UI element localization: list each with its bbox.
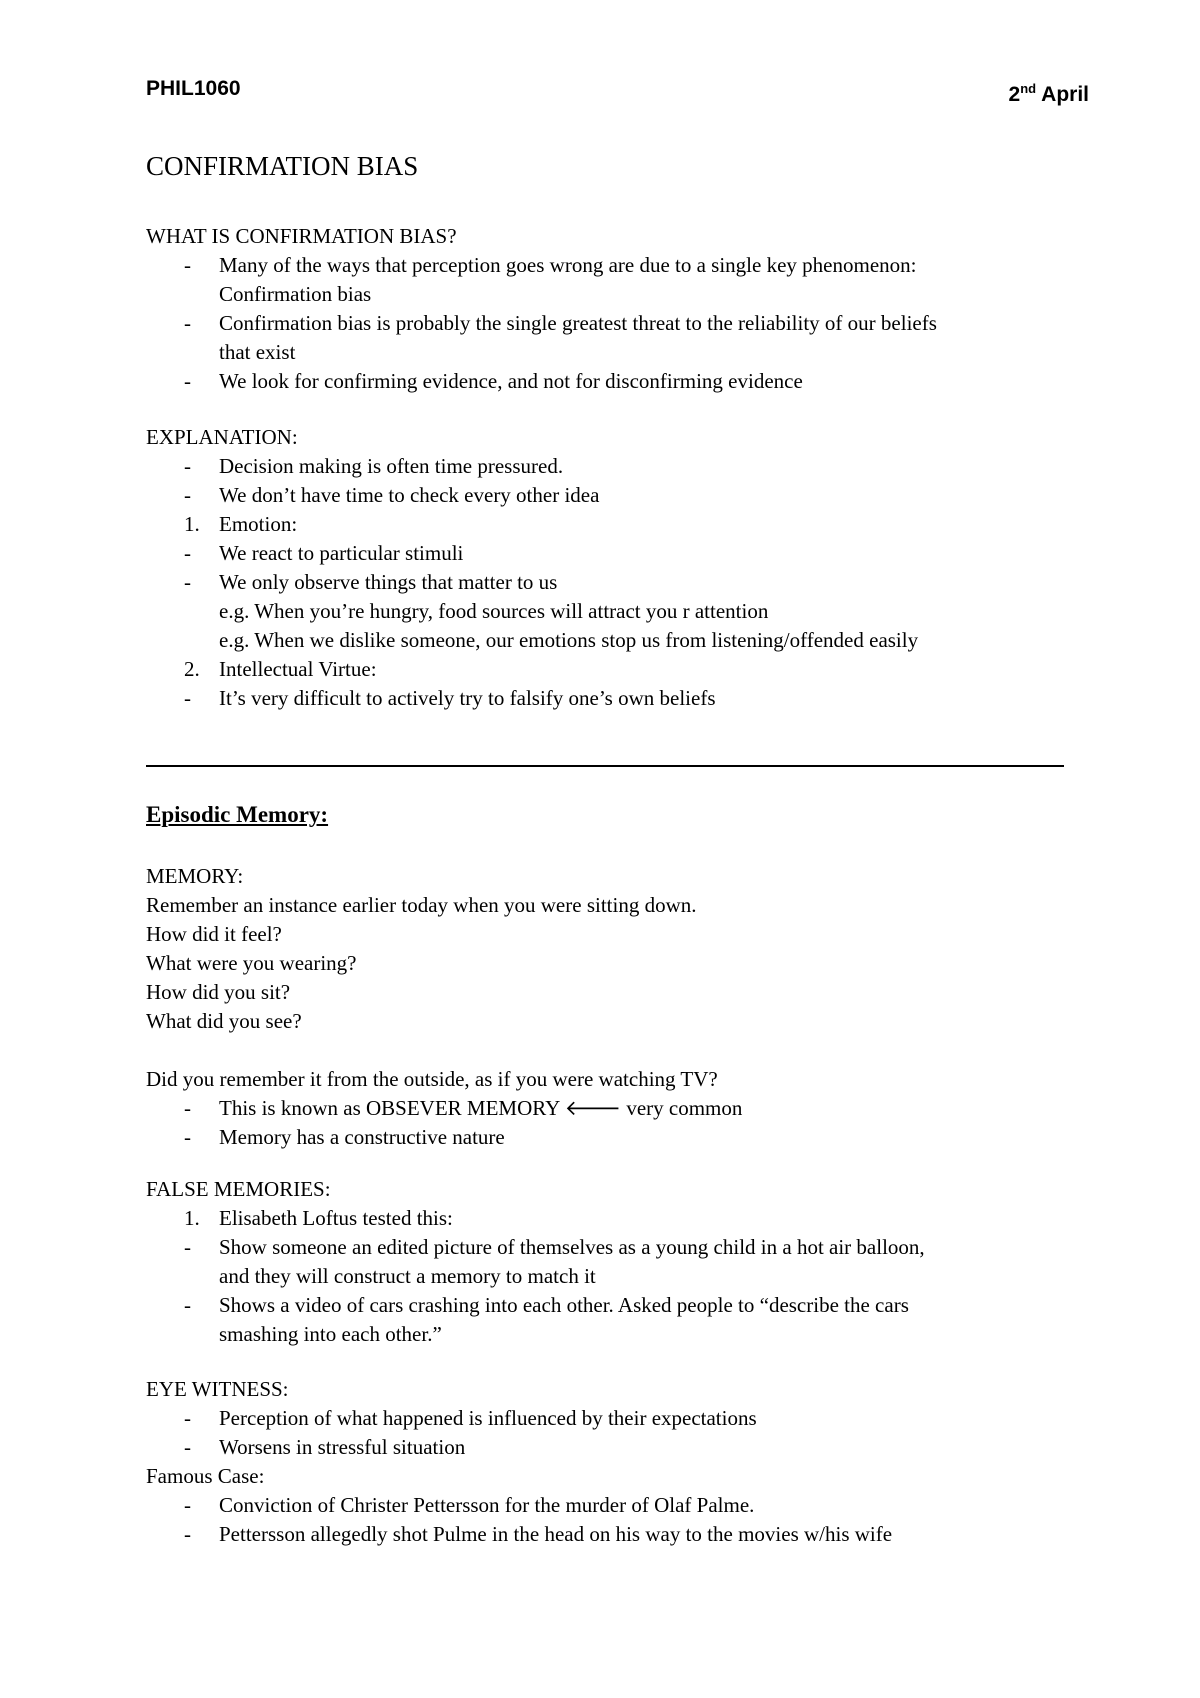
section-false-memories xyxy=(146,1175,1106,1349)
course-code: PHIL1060 xyxy=(146,77,241,100)
section-heading: FALSE MEMORIES: xyxy=(146,1177,331,1201)
bullet-item: - Many of the ways that perception goes wrong are due to a single key phenomenon: xyxy=(184,253,917,277)
section-explanation xyxy=(146,423,1106,713)
numbered-item: 2. Intellectual Virtue: xyxy=(184,657,377,681)
page-title: CONFIRMATION BIAS xyxy=(146,151,419,181)
section-eye-witness xyxy=(146,1375,1106,1549)
text-line: What were you wearing? xyxy=(146,951,357,975)
section-heading: EXPLANATION: xyxy=(146,425,298,449)
bullet-continuation: that exist xyxy=(219,340,296,364)
numbered-item: 1. Emotion: xyxy=(184,512,298,536)
bullet-item: - Pettersson allegedly shot Pulme in the head on his way to the movies w/his wife xyxy=(184,1522,893,1546)
numbered-item: 1. Elisabeth Loftus tested this: xyxy=(184,1206,453,1230)
text-line: Remember an instance earlier today when you were sitting down. xyxy=(146,893,697,917)
section-heading: EYE WITNESS: xyxy=(146,1377,289,1401)
bullet-item: - Confirmation bias is probably the single greatest threat to the reliability of our beliefs xyxy=(184,311,937,335)
example-line: e.g. When you’re hungry, food sources will attract you r attention xyxy=(219,599,769,623)
text-line: What did you see? xyxy=(146,1009,302,1033)
bullet-continuation: and they will construct a memory to match it xyxy=(219,1264,596,1288)
bullet-item: - Show someone an edited picture of themselves as a young child in a hot air balloon, xyxy=(184,1235,925,1259)
text-line: Famous Case: xyxy=(146,1464,265,1488)
bullet-item: - We look for confirming evidence, and not for disconfirming evidence xyxy=(184,369,803,393)
bullet-item: - We react to particular stimuli xyxy=(184,541,464,565)
text-line: How did it feel? xyxy=(146,922,282,946)
bullet-item: - It’s very difficult to actively try to falsify one’s own beliefs xyxy=(184,686,716,710)
section-memory xyxy=(146,862,1106,1152)
example-line: e.g. When we dislike someone, our emotions stop us from listening/offended easily xyxy=(219,628,919,652)
bullet-item: - We only observe things that matter to us xyxy=(184,570,558,594)
bullet-item: - Memory has a constructive nature xyxy=(184,1125,505,1149)
text-line: How did you sit? xyxy=(146,980,291,1004)
date: 2nd April xyxy=(1008,81,1089,106)
bullet-item: - Shows a video of cars crashing into each other. Asked people to “describe the cars xyxy=(184,1293,909,1317)
bullet-item: - We don’t have time to check every other idea xyxy=(184,483,600,507)
bullet-continuation: smashing into each other.” xyxy=(219,1322,442,1346)
section-what-is xyxy=(146,222,1106,396)
horizontal-divider xyxy=(146,765,1064,767)
text-line: Did you remember it from the outside, as if you were watching TV? xyxy=(146,1067,718,1091)
section-heading: WHAT IS CONFIRMATION BIAS? xyxy=(146,224,457,248)
bullet-item: - Worsens in stressful situation xyxy=(184,1435,466,1459)
bullet-continuation: Confirmation bias xyxy=(219,282,372,306)
bullet-item: - Conviction of Christer Pettersson for the murder of Olaf Palme. xyxy=(184,1493,755,1517)
blank-line xyxy=(146,1036,1106,1065)
episodic-memory-heading: Episodic Memory: xyxy=(146,802,329,827)
section-heading: MEMORY: xyxy=(146,864,244,888)
bullet-item: - This is known as OBSEVER MEMORY 🡐 very common xyxy=(184,1096,743,1120)
bullet-item: - Perception of what happened is influenced by their expectations xyxy=(184,1406,757,1430)
bullet-item: - Decision making is often time pressured. xyxy=(184,454,564,478)
